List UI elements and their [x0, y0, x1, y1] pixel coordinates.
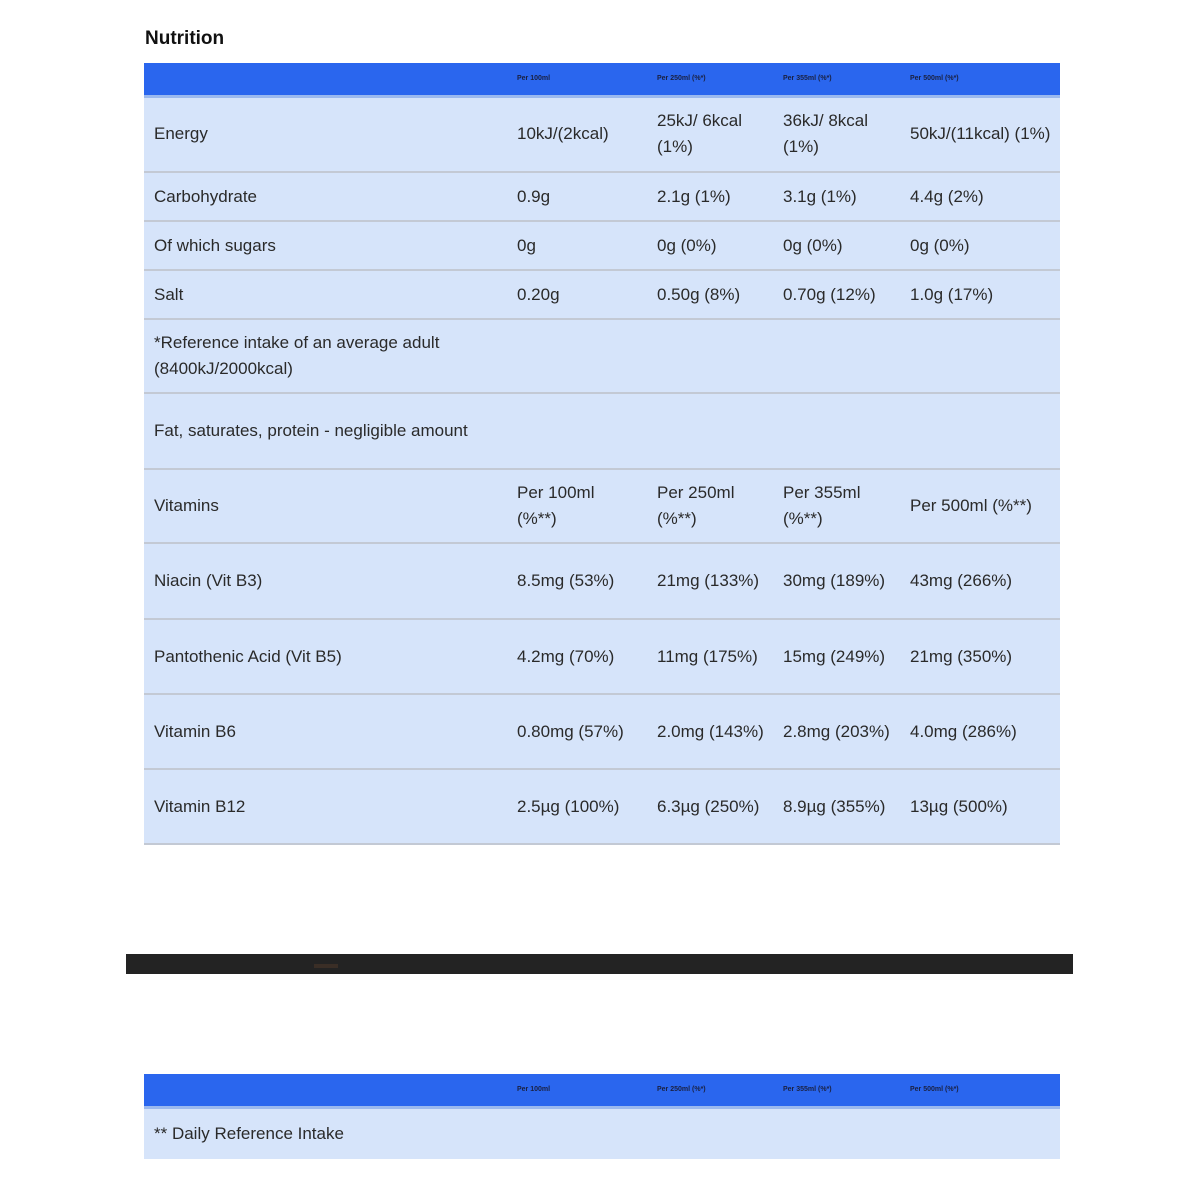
table-row-energy [144, 96, 1060, 172]
table-cell: 15mg (249%) [772, 619, 899, 694]
table-cell: 0.80mg (57%) [506, 694, 646, 769]
header-cell-nutrient [144, 1074, 506, 1107]
table-cell: 30mg (189%) [772, 543, 899, 619]
table-header-row [144, 63, 1060, 96]
table-cell: 21mg (350%) [899, 619, 1060, 694]
table-cell: 4.4g (2%) [899, 172, 1060, 221]
table-cell: Per 100ml (%**) [506, 469, 646, 543]
table-cell: 8.5mg (53%) [506, 543, 646, 619]
table-cell: 21mg (133%) [646, 543, 772, 619]
header-cell-per-355ml: Per 355ml (%*) [772, 63, 899, 96]
table-cell: Per 250ml (%**) [646, 469, 772, 543]
table-cell: Vitamins [144, 469, 506, 543]
table-cell: 0.70g (12%) [772, 270, 899, 319]
table-cell: 0g (0%) [772, 221, 899, 270]
table-row-reference-intake [144, 319, 1060, 393]
table-row-vitamin-b6 [144, 694, 1060, 769]
table-row-negligible [144, 393, 1060, 469]
table-cell: 0g [506, 221, 646, 270]
table-cell: 36kJ/ 8kcal (1%) [772, 96, 899, 172]
table-cell: 2.5µg (100%) [506, 769, 646, 844]
table-cell: Niacin (Vit B3) [144, 543, 506, 619]
header-cell-per-100ml: Per 100ml [506, 63, 646, 96]
table-cell: 0g (0%) [899, 221, 1060, 270]
table-cell: ** Daily Reference Intake [154, 1123, 344, 1143]
table-cell: 2.8mg (203%) [772, 694, 899, 769]
table-row-daily-reference-intake [144, 1107, 1060, 1159]
table-cell: 2.0mg (143%) [646, 694, 772, 769]
dark-divider-bar [126, 954, 1073, 974]
divider-mark [314, 964, 338, 968]
header-cell-per-500ml: Per 500ml (%*) [899, 63, 1060, 96]
table-row-vitamin-b12 [144, 769, 1060, 844]
table-cell: 10kJ/(2kcal) [506, 96, 646, 172]
table-cell [899, 1107, 1060, 1159]
table-header-row [144, 1074, 1060, 1107]
table-cell: Of which sugars [144, 221, 506, 270]
table-cell [506, 319, 646, 393]
footnote-table [144, 1074, 1060, 1159]
table-cell [772, 393, 899, 469]
table-row-vitamins-header [144, 469, 1060, 543]
page-title: Nutrition [145, 28, 225, 49]
table-cell [899, 319, 1060, 393]
header-cell-nutrient [144, 63, 506, 96]
header-cell-per-100ml: Per 100ml [506, 1074, 646, 1107]
table-cell: 4.2mg (70%) [506, 619, 646, 694]
table-cell [646, 319, 772, 393]
table-cell: 0.9g [506, 172, 646, 221]
table-cell [646, 1107, 772, 1159]
table-row-pantothenic-acid [144, 619, 1060, 694]
table-cell: 4.0mg (286%) [899, 694, 1060, 769]
table-row-carbohydrate [144, 172, 1060, 221]
table-cell: Fat, saturates, protein - negligible amount [144, 393, 506, 469]
table-cell: 0g (0%) [646, 221, 772, 270]
table-cell [646, 393, 772, 469]
table-cell: Pantothenic Acid (Vit B5) [144, 619, 506, 694]
table-cell: 1.0g (17%) [899, 270, 1060, 319]
table-cell: 3.1g (1%) [772, 172, 899, 221]
table-cell: 8.9µg (355%) [772, 769, 899, 844]
table-cell: Carbohydrate [144, 172, 506, 221]
table-cell: 11mg (175%) [646, 619, 772, 694]
table-cell: 43mg (266%) [899, 543, 1060, 619]
table-cell: 50kJ/(11kcal) (1%) [899, 96, 1060, 172]
table-cell: Per 355ml (%**) [772, 469, 899, 543]
table-row-niacin [144, 543, 1060, 619]
table-row-sugars [144, 221, 1060, 270]
table-row-salt [144, 270, 1060, 319]
table-cell [899, 393, 1060, 469]
header-cell-per-250ml: Per 250ml (%*) [646, 1074, 772, 1107]
table-cell [772, 319, 899, 393]
table-cell: 25kJ/ 6kcal (1%) [646, 96, 772, 172]
table-cell: 0.20g [506, 270, 646, 319]
table-cell: 13µg (500%) [899, 769, 1060, 844]
table-cell: Salt [144, 270, 506, 319]
table-cell: 2.1g (1%) [646, 172, 772, 221]
nutrition-table [144, 63, 1060, 845]
table-cell: Vitamin B12 [144, 769, 506, 844]
table-cell: *Reference intake of an average adult (8400kJ/2000kcal) [144, 319, 506, 393]
table-cell: 6.3µg (250%) [646, 769, 772, 844]
header-cell-per-500ml: Per 500ml (%*) [899, 1074, 1060, 1107]
table-cell: Energy [144, 96, 506, 172]
table-cell [506, 393, 646, 469]
table-cell [772, 1107, 899, 1159]
table-cell [506, 1107, 646, 1159]
table-cell: Per 500ml (%**) [899, 469, 1060, 543]
table-cell: Vitamin B6 [144, 694, 506, 769]
header-cell-per-250ml: Per 250ml (%*) [646, 63, 772, 96]
table-cell: 0.50g (8%) [646, 270, 772, 319]
header-cell-per-355ml: Per 355ml (%*) [772, 1074, 899, 1107]
